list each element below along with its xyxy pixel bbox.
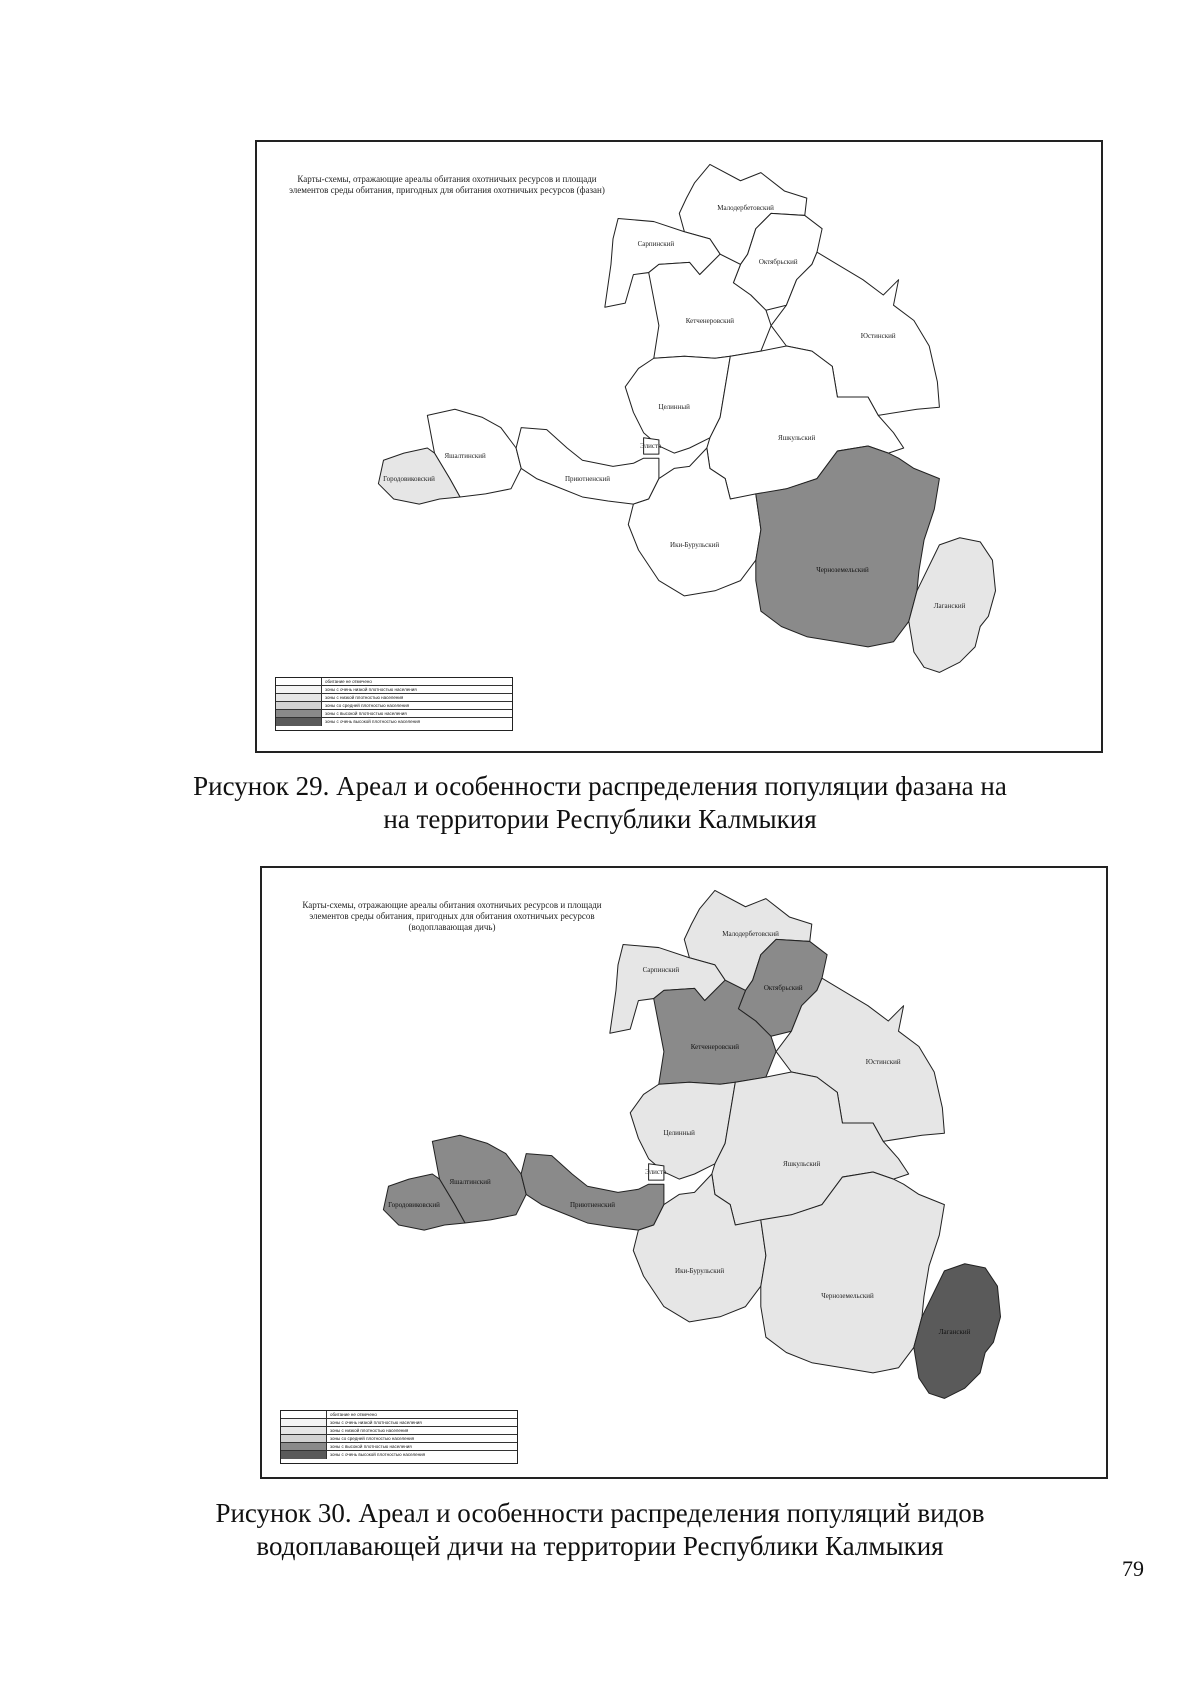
district-label: Сарпинский (642, 966, 680, 974)
district-11 (521, 1154, 667, 1231)
legend-row (281, 1435, 517, 1443)
district-label: Приютненский (564, 474, 611, 483)
legend-label: зоны со средней плотностью населения (325, 703, 410, 708)
legend-label: зоны с очень низкой плотностью населения (330, 1420, 422, 1425)
legend-row (276, 686, 512, 694)
legend-row (276, 718, 512, 726)
map-legend (275, 677, 513, 731)
district-label: Яшкульский (782, 1159, 821, 1168)
legend-swatch (281, 1451, 327, 1459)
caption-line-2: на территории Республики Калмыкия (383, 804, 817, 834)
caption-line-1: Рисунок 30. Ареал и особенности распределения популяций видов (215, 1498, 985, 1528)
legend-swatch (276, 686, 322, 693)
caption-line-2: водоплавающей дичи на территории Республики Калмыкия (256, 1531, 944, 1561)
district-11 (516, 428, 662, 505)
district-label: Лаганский (933, 602, 966, 611)
legend-row (281, 1451, 517, 1459)
figure-30-caption (0, 1497, 1200, 1563)
legend-row (281, 1419, 517, 1427)
legend-row (281, 1411, 517, 1419)
legend-label: зоны с очень низкой плотностью населения (325, 687, 417, 692)
legend-label: зоны с очень высокой плотностью населения (330, 1452, 426, 1457)
legend-row (276, 678, 512, 686)
legend-row (281, 1443, 517, 1451)
figure-30-map (260, 866, 1108, 1479)
legend-swatch (281, 1411, 327, 1418)
district-label: Элиста (640, 441, 662, 450)
district-label: Малодербетовский (717, 204, 774, 213)
district-label: Лаганский (938, 1328, 971, 1337)
legend-label: обитание не отмечено (325, 679, 372, 684)
legend-swatch (281, 1427, 327, 1434)
legend-label: обитание не отмечено (330, 1412, 377, 1417)
legend-swatch (276, 694, 322, 701)
legend-swatch (276, 718, 322, 726)
figure-29-caption (0, 770, 1200, 836)
legend-label: зоны с низкой плотностью населения (325, 695, 404, 700)
district-label: Городовиковский (383, 474, 435, 483)
district-label: Яшкульский (777, 433, 816, 442)
district-label: Кетченеровский (685, 316, 735, 325)
district-label: Юстинский (860, 331, 896, 340)
legend-label: зоны с высокой плотностью населения (325, 711, 407, 716)
district-map (262, 868, 1110, 1481)
district-label: Ики-Бурульский (675, 1266, 725, 1275)
district-label: Октябрьский (758, 258, 798, 267)
caption-line-1: Рисунок 29. Ареал и особенности распределения популяции фазана на (193, 771, 1007, 801)
map-title: Карты-схемы, отражающие ареалы обитания охотничьих ресурсов и площади элементов среды обитания, пригодных для обитания охотничьих ресурсов (фазан) (289, 174, 605, 195)
figure-29-map (255, 140, 1103, 753)
legend-label: зоны с очень высокой плотностью населения (325, 719, 421, 724)
district-label: Приютненский (569, 1200, 616, 1209)
legend-swatch (281, 1419, 327, 1426)
district-label: Целинный (658, 403, 690, 412)
district-label: Яшалтинский (449, 1178, 491, 1187)
legend-label: зоны с низкой плотностью населения (330, 1428, 409, 1433)
district-label: Малодербетовский (722, 930, 779, 939)
legend-label: зоны со средней плотностью населения (330, 1436, 415, 1441)
district-map (257, 142, 1105, 755)
district-label: Сарпинский (637, 240, 675, 248)
legend-swatch (281, 1435, 327, 1442)
district-label: Октябрьский (763, 984, 803, 993)
legend-row (276, 702, 512, 710)
legend-swatch (281, 1443, 327, 1450)
district-label: Целинный (663, 1129, 695, 1138)
map-legend (280, 1410, 518, 1464)
district-label: Ики-Бурульский (670, 540, 720, 549)
district-label: Кетченеровский (690, 1042, 740, 1051)
district-label: Черноземельский (816, 566, 869, 575)
map-title: Карты-схемы, отражающие ареалы обитания охотничьих ресурсов и площади элементов среды обитания, пригодных для обитания охотничьих ресурсов (водоплавающая дичь) (302, 900, 602, 932)
district-label: Городовиковский (388, 1200, 440, 1209)
district-label: Черноземельский (821, 1292, 874, 1301)
legend-row (281, 1427, 517, 1435)
district-label: Элиста (645, 1167, 667, 1176)
legend-row (276, 710, 512, 718)
district-label: Яшалтинский (444, 452, 486, 461)
legend-swatch (276, 702, 322, 709)
legend-swatch (276, 710, 322, 717)
district-label: Юстинский (865, 1057, 901, 1066)
legend-label: зоны с высокой плотностью населения (330, 1444, 412, 1449)
legend-row (276, 694, 512, 702)
legend-swatch (276, 678, 322, 685)
page-number: 79 (1122, 1556, 1144, 1581)
